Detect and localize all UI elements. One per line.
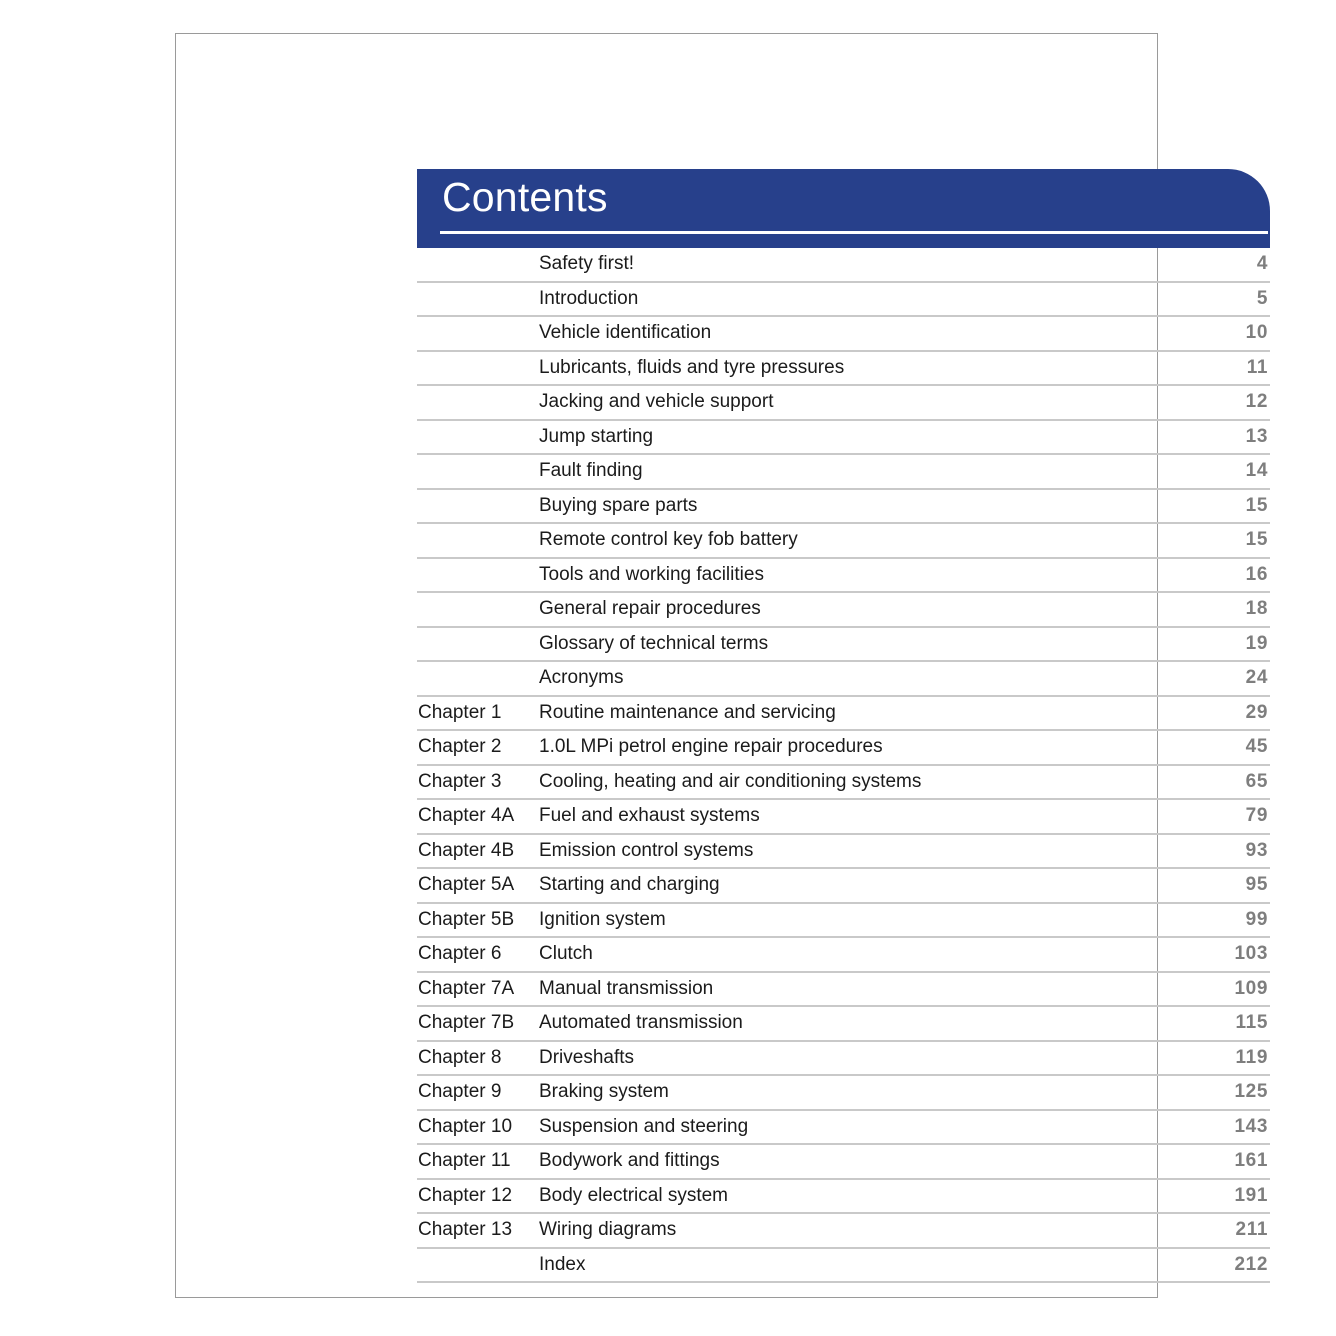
toc-chapter-label bbox=[417, 592, 538, 627]
toc-entry-title[interactable]: Ignition system bbox=[538, 903, 1182, 938]
toc-chapter-label: Chapter 6 bbox=[417, 937, 538, 972]
toc-entry-title[interactable]: Suspension and steering bbox=[538, 1110, 1182, 1145]
toc-chapter-label: Chapter 1 bbox=[417, 696, 538, 731]
toc-page-number: 109 bbox=[1182, 972, 1270, 1007]
toc-entry-title[interactable]: Index bbox=[538, 1248, 1182, 1283]
toc-page-number: 24 bbox=[1182, 661, 1270, 696]
table-row[interactable] bbox=[417, 972, 1270, 1007]
table-row[interactable] bbox=[417, 454, 1270, 489]
toc-chapter-label bbox=[417, 351, 538, 386]
toc-page-number: 211 bbox=[1182, 1213, 1270, 1248]
toc-page-number: 191 bbox=[1182, 1179, 1270, 1214]
toc-entry-title[interactable]: Automated transmission bbox=[538, 1006, 1182, 1041]
toc-entry-title[interactable]: Manual transmission bbox=[538, 972, 1182, 1007]
toc-chapter-label bbox=[417, 454, 538, 489]
toc-page-number: 95 bbox=[1182, 868, 1270, 903]
toc-chapter-label: Chapter 4B bbox=[417, 834, 538, 869]
toc-chapter-label bbox=[417, 385, 538, 420]
table-row[interactable] bbox=[417, 730, 1270, 765]
table-row[interactable] bbox=[417, 385, 1270, 420]
table-row[interactable] bbox=[417, 592, 1270, 627]
toc-chapter-label: Chapter 9 bbox=[417, 1075, 538, 1110]
toc-page-number: 4 bbox=[1182, 248, 1270, 282]
toc-page-number: 45 bbox=[1182, 730, 1270, 765]
page-sheet bbox=[175, 33, 1268, 1298]
toc-entry-title[interactable]: General repair procedures bbox=[538, 592, 1182, 627]
toc-page-number: 79 bbox=[1182, 799, 1270, 834]
toc-page-number: 29 bbox=[1182, 696, 1270, 731]
toc-chapter-label: Chapter 8 bbox=[417, 1041, 538, 1076]
toc-entry-title[interactable]: Lubricants, fluids and tyre pressures bbox=[538, 351, 1182, 386]
toc-entry-title[interactable]: Fault finding bbox=[538, 454, 1182, 489]
toc-entry-title[interactable]: Glossary of technical terms bbox=[538, 627, 1182, 662]
toc-page-number: 99 bbox=[1182, 903, 1270, 938]
toc-chapter-label bbox=[417, 489, 538, 524]
toc-entry-title[interactable]: Cooling, heating and air conditioning systems bbox=[538, 765, 1182, 800]
toc-chapter-label: Chapter 5A bbox=[417, 868, 538, 903]
toc-entry-title[interactable]: Fuel and exhaust systems bbox=[538, 799, 1182, 834]
table-row[interactable] bbox=[417, 868, 1270, 903]
table-row[interactable] bbox=[417, 282, 1270, 317]
table-row[interactable] bbox=[417, 523, 1270, 558]
toc-entry-title[interactable]: Emission control systems bbox=[538, 834, 1182, 869]
table-row[interactable] bbox=[417, 937, 1270, 972]
toc-chapter-label bbox=[417, 282, 538, 317]
table-row[interactable] bbox=[417, 1075, 1270, 1110]
table-row[interactable] bbox=[417, 1144, 1270, 1179]
toc-chapter-label: Chapter 10 bbox=[417, 1110, 538, 1145]
toc-page-number: 18 bbox=[1182, 592, 1270, 627]
table-row[interactable] bbox=[417, 558, 1270, 593]
toc-page-number: 13 bbox=[1182, 420, 1270, 455]
toc-chapter-label: Chapter 3 bbox=[417, 765, 538, 800]
toc-entry-title[interactable]: Jacking and vehicle support bbox=[538, 385, 1182, 420]
table-row[interactable] bbox=[417, 903, 1270, 938]
toc-chapter-label bbox=[417, 316, 538, 351]
contents-header-banner bbox=[417, 169, 1270, 248]
toc-chapter-label: Chapter 11 bbox=[417, 1144, 538, 1179]
toc-chapter-label: Chapter 7A bbox=[417, 972, 538, 1007]
toc-entry-title[interactable]: Introduction bbox=[538, 282, 1182, 317]
table-row[interactable] bbox=[417, 351, 1270, 386]
table-row[interactable] bbox=[417, 834, 1270, 869]
table-row[interactable] bbox=[417, 489, 1270, 524]
toc-chapter-label bbox=[417, 1248, 538, 1283]
toc-page-number: 11 bbox=[1182, 351, 1270, 386]
toc-page-number: 161 bbox=[1182, 1144, 1270, 1179]
toc-entry-title[interactable]: Body electrical system bbox=[538, 1179, 1182, 1214]
toc-page-number: 125 bbox=[1182, 1075, 1270, 1110]
toc-entry-title[interactable]: Bodywork and fittings bbox=[538, 1144, 1182, 1179]
toc-chapter-label bbox=[417, 523, 538, 558]
toc-page-number: 119 bbox=[1182, 1041, 1270, 1076]
table-row[interactable] bbox=[417, 1006, 1270, 1041]
table-row[interactable] bbox=[417, 1110, 1270, 1145]
table-row[interactable] bbox=[417, 248, 1270, 282]
table-row[interactable] bbox=[417, 316, 1270, 351]
table-row[interactable] bbox=[417, 661, 1270, 696]
toc-page-number: 93 bbox=[1182, 834, 1270, 869]
toc-page-number: 115 bbox=[1182, 1006, 1270, 1041]
toc-entry-title[interactable]: Wiring diagrams bbox=[538, 1213, 1182, 1248]
table-row[interactable] bbox=[417, 1248, 1270, 1283]
toc-chapter-label: Chapter 12 bbox=[417, 1179, 538, 1214]
table-of-contents bbox=[417, 248, 1270, 1283]
toc-page-number: 14 bbox=[1182, 454, 1270, 489]
toc-chapter-label: Chapter 7B bbox=[417, 1006, 538, 1041]
toc-chapter-label: Chapter 4A bbox=[417, 799, 538, 834]
toc-page-number: 10 bbox=[1182, 316, 1270, 351]
title-underline-rule bbox=[440, 231, 1268, 234]
toc-entry-title[interactable]: Vehicle identification bbox=[538, 316, 1182, 351]
toc-entry-title[interactable]: Routine maintenance and servicing bbox=[538, 696, 1182, 731]
toc-page-number: 212 bbox=[1182, 1248, 1270, 1283]
toc-chapter-label bbox=[417, 420, 538, 455]
toc-entry-title[interactable]: Starting and charging bbox=[538, 868, 1182, 903]
toc-page-number: 65 bbox=[1182, 765, 1270, 800]
toc-chapter-label bbox=[417, 558, 538, 593]
toc-entry-title[interactable]: Jump starting bbox=[538, 420, 1182, 455]
toc-entry-title[interactable]: Remote control key fob battery bbox=[538, 523, 1182, 558]
toc-page-number: 15 bbox=[1182, 523, 1270, 558]
table-row[interactable] bbox=[417, 1213, 1270, 1248]
page-title: Contents bbox=[442, 174, 608, 220]
toc-chapter-label: Chapter 2 bbox=[417, 730, 538, 765]
contents-block bbox=[417, 169, 1270, 1283]
table-row[interactable] bbox=[417, 799, 1270, 834]
toc-page-number: 5 bbox=[1182, 282, 1270, 317]
table-of-contents-body bbox=[417, 248, 1270, 1282]
toc-entry-title[interactable]: Buying spare parts bbox=[538, 489, 1182, 524]
table-row[interactable] bbox=[417, 1041, 1270, 1076]
toc-page-number: 16 bbox=[1182, 558, 1270, 593]
table-row[interactable] bbox=[417, 765, 1270, 800]
toc-entry-title[interactable]: Acronyms bbox=[538, 661, 1182, 696]
toc-entry-title[interactable]: Clutch bbox=[538, 937, 1182, 972]
toc-page-number: 103 bbox=[1182, 937, 1270, 972]
table-row[interactable] bbox=[417, 627, 1270, 662]
toc-chapter-label bbox=[417, 627, 538, 662]
toc-entry-title[interactable]: Tools and working facilities bbox=[538, 558, 1182, 593]
toc-chapter-label bbox=[417, 248, 538, 282]
toc-entry-title[interactable]: Braking system bbox=[538, 1075, 1182, 1110]
toc-entry-title[interactable]: Driveshafts bbox=[538, 1041, 1182, 1076]
table-row[interactable] bbox=[417, 696, 1270, 731]
toc-chapter-label: Chapter 13 bbox=[417, 1213, 538, 1248]
toc-page-number: 19 bbox=[1182, 627, 1270, 662]
table-row[interactable] bbox=[417, 1179, 1270, 1214]
toc-chapter-label bbox=[417, 661, 538, 696]
toc-page-number: 12 bbox=[1182, 385, 1270, 420]
toc-entry-title[interactable]: 1.0L MPi petrol engine repair procedures bbox=[538, 730, 1182, 765]
toc-page-number: 15 bbox=[1182, 489, 1270, 524]
toc-page-number: 143 bbox=[1182, 1110, 1270, 1145]
toc-chapter-label: Chapter 5B bbox=[417, 903, 538, 938]
toc-entry-title[interactable]: Safety first! bbox=[538, 248, 1182, 282]
table-row[interactable] bbox=[417, 420, 1270, 455]
